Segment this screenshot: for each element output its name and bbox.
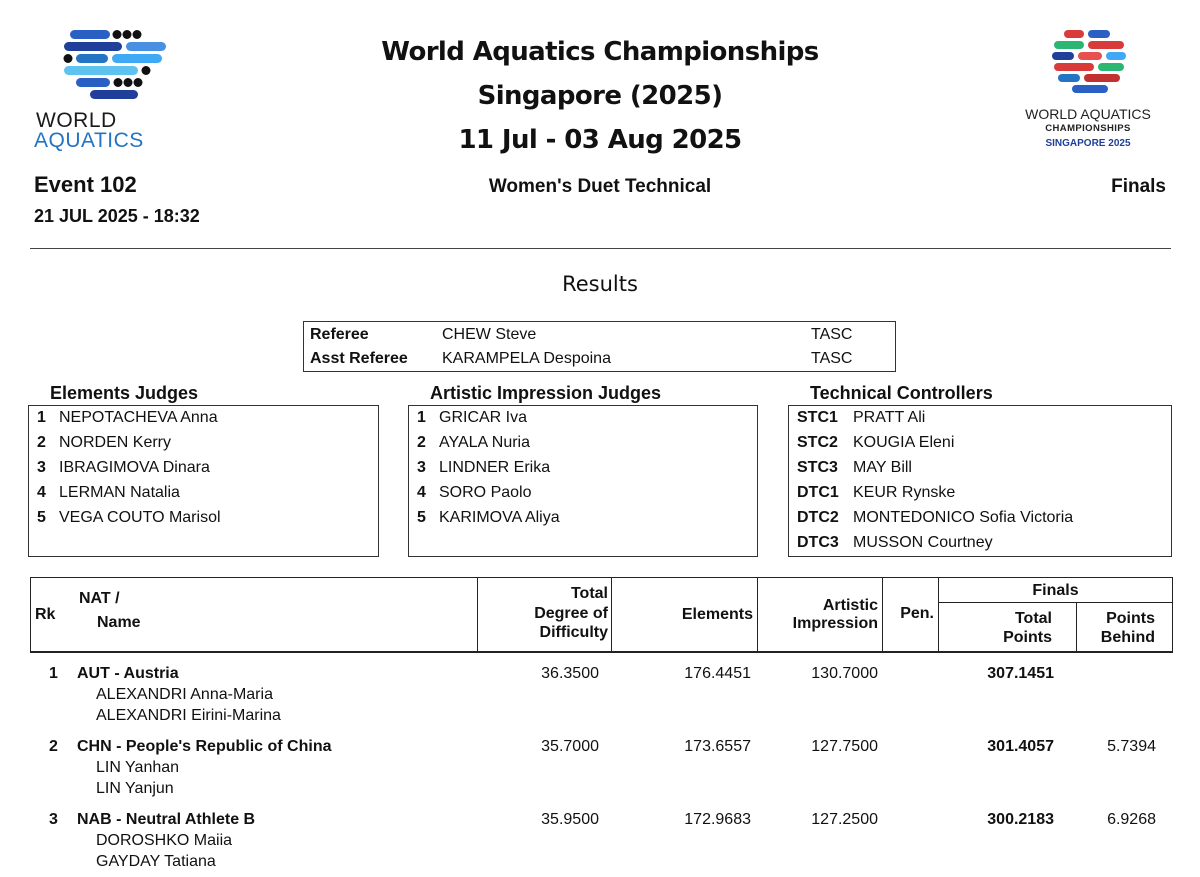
judge-number: 5 (37, 509, 46, 526)
judge-number: 4 (417, 484, 426, 501)
elements-score: 176.4451 (684, 665, 751, 682)
title-line-3: 11 Jul - 03 Aug 2025 (458, 125, 742, 155)
controller-code: DTC1 (797, 484, 839, 501)
athlete-name: ALEXANDRI Anna-Maria (96, 686, 273, 703)
elements-judges-panel (28, 405, 379, 557)
results-table-header (30, 577, 1173, 653)
header-name: Name (97, 614, 141, 631)
rank: 3 (49, 811, 58, 828)
referee-box (303, 321, 896, 372)
controller-name: MONTEDONICO Sofia Victoria (853, 509, 1074, 526)
team-name: AUT - Austria (77, 665, 179, 682)
artistic-impression-score: 127.7500 (811, 738, 878, 755)
official-role: Asst Referee (310, 350, 408, 367)
controller-name: KOUGIA Eleni (853, 434, 955, 451)
judge-name: IBRAGIMOVA Dinara (59, 459, 210, 476)
event-name: Women's Duet Technical (488, 176, 712, 197)
technical-controllers-panel (788, 405, 1172, 557)
event-phase: Finals (1111, 176, 1166, 197)
title-line-1: World Aquatics Championships (381, 37, 819, 67)
header-ai-1: Artistic (822, 597, 878, 614)
official-org: TASC (811, 350, 853, 367)
header-dd-1: Total (570, 585, 608, 602)
controller-name: PRATT Ali (853, 409, 926, 426)
judge-name: KARIMOVA Aliya (439, 509, 560, 526)
team-name: NAB - Neutral Athlete B (77, 811, 256, 828)
controller-code: STC2 (797, 434, 838, 451)
controller-code: DTC2 (797, 509, 839, 526)
artistic-impression-score: 127.2500 (811, 811, 878, 828)
elements-score: 172.9683 (684, 811, 751, 828)
official-org: TASC (811, 326, 853, 343)
points-behind: 6.9268 (1107, 811, 1156, 828)
event-datetime: 21 JUL 2025 - 18:32 (34, 206, 200, 226)
athlete-name: DOROSHKO Maiia (96, 832, 233, 849)
athlete-name: GAYDAY Tatiana (96, 853, 216, 870)
artistic-impression-score: 130.7000 (811, 665, 878, 682)
column-divider (611, 578, 612, 652)
judge-name: NEPOTACHEVA Anna (59, 409, 218, 426)
athlete-name: LIN Yanhan (96, 759, 180, 776)
judge-number: 3 (417, 459, 426, 476)
judge-number: 1 (417, 409, 426, 426)
judge-number: 3 (37, 459, 46, 476)
column-divider (757, 578, 758, 652)
world-aquatics-logo (34, 28, 174, 153)
finals-group-line (938, 602, 1173, 603)
artistic-judges-title: Artistic Impression Judges (430, 383, 662, 403)
header-nat: NAT / (79, 590, 120, 607)
degree-of-difficulty: 35.9500 (541, 811, 599, 828)
degree-of-difficulty: 35.7000 (541, 738, 599, 755)
controller-name: KEUR Rynske (853, 484, 956, 501)
total-points: 301.4057 (987, 738, 1054, 755)
table-row (0, 809, 1200, 875)
total-points: 300.2183 (987, 811, 1054, 828)
championships-logo-line-2: CHAMPIONSHIPS (1045, 123, 1131, 134)
controller-code: STC1 (797, 409, 838, 426)
table-row (0, 663, 1200, 733)
judge-number: 1 (37, 409, 46, 426)
championships-logo-icon (1050, 28, 1130, 98)
asst-referee-row (304, 347, 895, 372)
title-line-2: Singapore (2025) (477, 81, 723, 111)
elements-judges-title: Elements Judges (50, 383, 199, 403)
header-dd-3: Difficulty (539, 624, 608, 641)
header-behind-1: Points (1106, 610, 1155, 627)
controller-code: DTC3 (797, 534, 839, 551)
header-rank: Rk (35, 606, 56, 623)
rank: 2 (49, 738, 58, 755)
total-points: 307.1451 (987, 665, 1054, 682)
column-divider (1076, 603, 1077, 652)
header-penalty: Pen. (900, 605, 934, 622)
judge-name: SORO Paolo (439, 484, 532, 501)
world-aquatics-logo-icon (62, 28, 172, 108)
judge-name: VEGA COUTO Marisol (59, 509, 221, 526)
header-behind-2: Behind (1100, 629, 1155, 646)
logo-wordmark-world: WORLD (36, 109, 117, 132)
degree-of-difficulty: 36.3500 (541, 665, 599, 682)
header-total-1: Total (1014, 610, 1052, 627)
elements-score: 173.6557 (684, 738, 751, 755)
header-dd-2: Degree of (534, 605, 608, 622)
logo-wordmark-aquatics: AQUATICS (34, 129, 144, 152)
team-name: CHN - People's Republic of China (77, 738, 332, 755)
judge-name: NORDEN Kerry (59, 434, 172, 451)
technical-controllers-title: Technical Controllers (810, 383, 993, 403)
controller-name: MUSSON Courtney (853, 534, 993, 551)
header-elements: Elements (681, 606, 753, 623)
championships-logo-line-3: SINGAPORE 2025 (1045, 138, 1131, 149)
judge-name: LINDNER Erika (439, 459, 551, 476)
section-title: Results (562, 272, 638, 296)
official-name: KARAMPELA Despoina (442, 350, 611, 367)
rank: 1 (49, 665, 58, 682)
championships-logo-line-1: WORLD AQUATICS (1025, 106, 1151, 122)
header-finals: Finals (1032, 582, 1079, 599)
judge-name: AYALA Nuria (439, 434, 531, 451)
column-divider (477, 578, 478, 652)
athlete-name: ALEXANDRI Eirini-Marina (96, 707, 281, 724)
judge-number: 4 (37, 484, 46, 501)
referee-row (304, 323, 895, 348)
table-row (0, 736, 1200, 806)
judge-number: 2 (417, 434, 426, 451)
judge-number: 2 (37, 434, 46, 451)
official-name: CHEW Steve (442, 326, 537, 343)
header-divider (30, 248, 1171, 249)
points-behind: 5.7394 (1107, 738, 1156, 755)
official-role: Referee (310, 326, 369, 343)
controller-code: STC3 (797, 459, 838, 476)
athlete-name: LIN Yanjun (96, 780, 174, 797)
event-number: Event 102 (34, 172, 137, 197)
judge-number: 5 (417, 509, 426, 526)
championships-logo (1000, 28, 1176, 156)
column-divider (882, 578, 883, 652)
controller-name: MAY Bill (853, 459, 912, 476)
header-ai-2: Impression (792, 615, 878, 632)
judge-name: GRICAR Iva (439, 409, 528, 426)
championship-title (300, 30, 900, 162)
artistic-judges-panel (408, 405, 758, 557)
header-total-2: Points (1003, 629, 1052, 646)
judge-name: LERMAN Natalia (59, 484, 180, 501)
